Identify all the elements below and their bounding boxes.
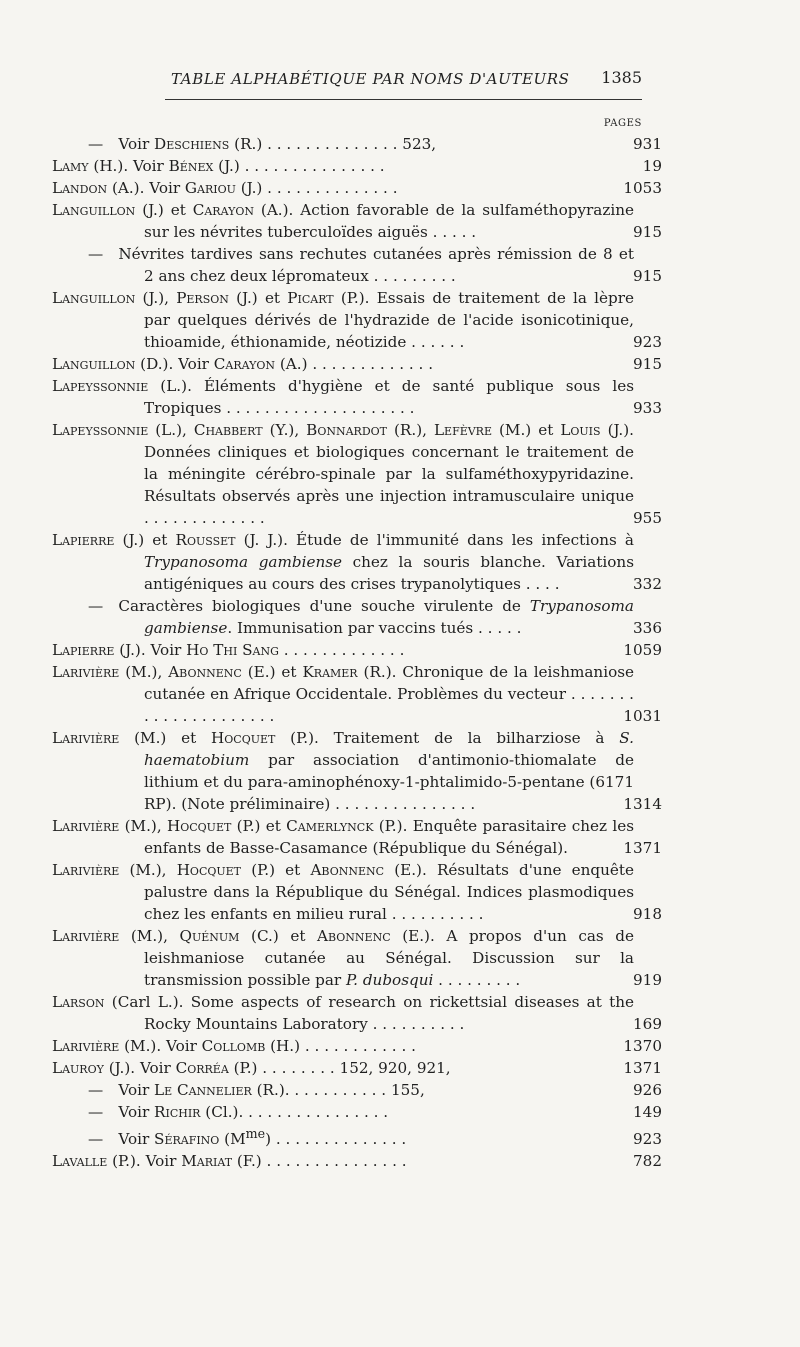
entry-text: (J.) et bbox=[228, 289, 288, 307]
author-name: Hocquet bbox=[211, 729, 276, 747]
author-name: Languillon bbox=[52, 289, 136, 307]
page-reference: 1371 bbox=[623, 839, 662, 857]
continuation-dash: — bbox=[88, 1081, 119, 1099]
dot-leader: . . . . . . . . . . . . . . . bbox=[261, 1152, 407, 1171]
index-entry bbox=[52, 1123, 662, 1150]
author-name: Ho Thi Sang bbox=[186, 641, 279, 659]
continuation-dash: — bbox=[88, 1130, 119, 1149]
entry-text: (F.) bbox=[232, 1152, 262, 1171]
dot-leader: . . . . . . . . . . bbox=[289, 1081, 387, 1099]
entry-text: (M.) et bbox=[119, 729, 212, 747]
dot-leader: . . . . . . . . . . . . . bbox=[278, 641, 405, 659]
author-name: Person bbox=[176, 289, 229, 307]
index-entry bbox=[52, 1150, 662, 1172]
entry-text: (E.) et bbox=[241, 663, 303, 681]
entry-text: (P.). Traitement de la bilharziose à bbox=[275, 729, 620, 747]
author-name: Landon bbox=[52, 179, 108, 197]
page-reference: 918 bbox=[633, 905, 662, 923]
author-name: Bonnardot bbox=[306, 421, 388, 439]
page-reference: 336 bbox=[633, 619, 662, 637]
author-name: Larivière bbox=[52, 927, 120, 945]
author-name: Carayon bbox=[192, 201, 254, 219]
page-reference: 923 bbox=[633, 333, 662, 351]
entry-text: (J.), bbox=[135, 289, 177, 307]
author-name: Hocquet bbox=[166, 817, 232, 835]
entry-text: ) bbox=[265, 1130, 272, 1149]
page-reference: 933 bbox=[633, 399, 662, 417]
dot-leader: . . . . . bbox=[473, 619, 522, 637]
author-name: Bénex bbox=[168, 157, 214, 175]
entry-text: (A.). Voir bbox=[107, 179, 185, 197]
page-reference: 1031 bbox=[623, 707, 662, 725]
entry-text: (Y.), bbox=[262, 421, 307, 439]
dot-leader: . . . . . . . . . . . . . . bbox=[262, 179, 398, 197]
entry-text: Voir bbox=[118, 1081, 155, 1099]
author-name: Abonnenc bbox=[168, 663, 242, 681]
author-name: Lapeyssonnie bbox=[52, 377, 149, 395]
dot-leader: . . . . . . . . . . . . bbox=[300, 1037, 416, 1055]
author-name: Hocquet bbox=[176, 861, 242, 879]
index-entry bbox=[52, 639, 662, 661]
entry-text: (J.). Données cliniques et biologiques concernant le traitement de la méningite cérébro-spinale par la sulfaméthoxypyridazine. Résultats observés après une injection intramusculaire unique bbox=[144, 421, 634, 505]
entry-text: P. dubosqui bbox=[346, 971, 434, 989]
author-name: Mariat bbox=[181, 1152, 233, 1171]
page-number: 1385 bbox=[601, 68, 642, 87]
continuation-dash: — bbox=[88, 597, 119, 615]
entry-text: (M.), bbox=[119, 663, 169, 681]
entry-text: Névrites tardives sans rechutes cutanées après rémission de 8 et 2 ans chez deux lépromateux bbox=[118, 245, 634, 285]
dot-leader: . . . . . . . . . . . . . . . . . . . . . bbox=[144, 685, 634, 725]
page-reference: 332 bbox=[633, 575, 662, 593]
page-reference: 915 bbox=[633, 355, 662, 373]
index-entry bbox=[52, 353, 662, 375]
entry-text: chez la souris blanche. Variations antigéniques au cours des crises trypanolytiques bbox=[144, 553, 634, 593]
entry-text: (P.). Enquête parasitaire chez les enfants de Basse-Casamance (République du Sénégal). bbox=[144, 817, 634, 857]
entry-text: (Cl.). bbox=[200, 1103, 244, 1121]
index-entry bbox=[52, 419, 662, 529]
entry-text: (M.), bbox=[119, 861, 177, 879]
author-name: Collomb bbox=[201, 1037, 266, 1055]
page-reference: 169 bbox=[633, 1015, 662, 1033]
page-reference: 782 bbox=[633, 1152, 662, 1171]
entry-text: S. haematobium bbox=[144, 729, 634, 769]
dot-leader: . . . . . . . . . . . . . . bbox=[262, 135, 398, 153]
dot-leader: . . . . . . bbox=[406, 333, 465, 351]
entry-text: 152, 920, 921, bbox=[334, 1059, 451, 1077]
entry-text: . Immunisation par vaccins tués bbox=[227, 619, 474, 637]
page-reference: 915 bbox=[633, 223, 662, 241]
dot-leader: . . . . . . . . . bbox=[433, 971, 521, 989]
index-entry bbox=[52, 595, 662, 639]
entry-text: (A.) bbox=[275, 355, 308, 373]
continuation-dash: — bbox=[88, 245, 119, 263]
entry-text: (J.). Voir bbox=[103, 1059, 176, 1077]
dot-leader: . . . . . . . . . . bbox=[386, 905, 484, 923]
author-name: Abonnenc bbox=[310, 861, 385, 879]
page-reference: 931 bbox=[633, 135, 662, 153]
entry-text: (M.) et bbox=[492, 421, 561, 439]
page-reference: 923 bbox=[633, 1130, 662, 1149]
author-name: Deschiens bbox=[154, 135, 230, 153]
page-header bbox=[165, 70, 642, 96]
author-name: Languillon bbox=[52, 355, 136, 373]
entry-text: (R.) bbox=[229, 135, 263, 153]
author-name: Abonnenc bbox=[317, 927, 391, 945]
dot-leader: . . . . . bbox=[427, 223, 477, 241]
author-name: Larson bbox=[52, 993, 105, 1011]
index-entry bbox=[52, 1101, 662, 1123]
entry-text: (P.). Voir bbox=[107, 1152, 182, 1171]
dot-leader: . . . . . . . . . . . . . . . bbox=[239, 157, 385, 175]
index-entry bbox=[52, 727, 662, 815]
entry-text: (R.). bbox=[251, 1081, 290, 1099]
index-entry bbox=[52, 287, 662, 353]
entry-text: (R.). Chronique de la leishmaniose cutanée en Afrique Occidentale. Problèmes du vecteur bbox=[144, 663, 634, 703]
page-reference: 926 bbox=[633, 1081, 662, 1099]
index-entry bbox=[52, 155, 662, 177]
page-reference: 955 bbox=[633, 509, 662, 527]
page-reference: 1059 bbox=[623, 641, 662, 659]
entry-text: (R.), bbox=[387, 421, 434, 439]
author-name: Louis bbox=[560, 421, 601, 439]
page-reference: 1371 bbox=[623, 1059, 662, 1077]
author-name: Rousset bbox=[175, 531, 236, 549]
continuation-dash: — bbox=[88, 1103, 119, 1121]
dot-leader: . . . . . . . . . . bbox=[367, 1015, 465, 1033]
dot-leader: . . . . . . . . bbox=[257, 1059, 335, 1077]
index-entry bbox=[52, 243, 662, 287]
entry-text: (P.) et bbox=[231, 817, 287, 835]
entry-text: (C.) et bbox=[239, 927, 318, 945]
entry-text: 155, bbox=[386, 1081, 425, 1099]
author-name: Carayon bbox=[213, 355, 276, 373]
entry-text: (P.) et bbox=[241, 861, 311, 879]
entry-text: (J.). Voir bbox=[114, 641, 187, 659]
index-entry bbox=[52, 375, 662, 419]
entry-text: (L.). Éléments d'hygiène et de santé publique sous les Tropiques bbox=[144, 377, 634, 417]
entry-text: (J. J.). Étude de l'immunité dans les infections à bbox=[235, 531, 634, 549]
author-name: Larivière bbox=[52, 817, 120, 835]
dot-leader: . . . . . . . . . . . . . . . . . . . . bbox=[221, 399, 415, 417]
index-entry bbox=[52, 1079, 662, 1101]
index-entry bbox=[52, 199, 662, 243]
entry-text: (M.). Voir bbox=[119, 1037, 202, 1055]
index-entry bbox=[52, 1035, 662, 1057]
entry-text: (E.). A propos d'un cas de leishmaniose cutanée au Sénégal. Discussion sur la transmission possible par bbox=[144, 927, 634, 989]
entry-text: 523, bbox=[397, 135, 437, 153]
author-name: Lamy bbox=[52, 157, 89, 175]
index-entry bbox=[52, 925, 662, 991]
entry-text: Caractères biologiques d'une souche virulente de bbox=[118, 597, 530, 615]
author-name: Corréa bbox=[175, 1059, 229, 1077]
author-name: Lauroy bbox=[52, 1059, 104, 1077]
index-entry bbox=[52, 661, 662, 727]
author-name: Lapierre bbox=[52, 641, 115, 659]
entry-text: (J.) et bbox=[135, 201, 193, 219]
entry-text: Trypanosoma gambiense bbox=[144, 553, 343, 571]
page-reference: 1053 bbox=[623, 179, 662, 197]
entry-text: (Carl L.). Some aspects of research on rickettsial diseases at the Rocky Mountains Laboratory bbox=[104, 993, 634, 1033]
entry-text: (P.) bbox=[228, 1059, 258, 1077]
dot-leader: . . . . . . . . . bbox=[368, 267, 456, 285]
entry-text: (E.). Résultats d'une enquête palustre dans la République du Sénégal. Indices plasmodiques chez les enfants en milieu rural bbox=[144, 861, 634, 923]
page-reference: 149 bbox=[633, 1103, 662, 1121]
index-entry bbox=[52, 529, 662, 595]
entry-text: Voir bbox=[118, 1103, 155, 1121]
author-name: Larivière bbox=[52, 729, 120, 747]
entry-text: (H.) bbox=[265, 1037, 301, 1055]
author-name: Quénum bbox=[179, 927, 240, 945]
author-name: Gariou bbox=[184, 179, 236, 197]
author-name: Picart bbox=[287, 289, 334, 307]
entry-text: (M.), bbox=[119, 927, 180, 945]
entry-text: (D.). Voir bbox=[135, 355, 214, 373]
author-name: Richir bbox=[154, 1103, 201, 1121]
entry-text: (M.), bbox=[119, 817, 167, 835]
index-entry bbox=[52, 859, 662, 925]
header-rule bbox=[165, 99, 642, 100]
entry-text: me bbox=[245, 1126, 266, 1141]
dot-leader: . . . . . . . . . . . . . . . bbox=[330, 795, 476, 813]
dot-leader: . . . . . . . . . . . . . bbox=[144, 509, 265, 527]
author-name: Larivière bbox=[52, 1037, 120, 1055]
entry-text: (P.). Essais de traitement de la lèpre par quelques dérivés de l'hydrazide de l'acide isonicotinique, thioamide, éthionamide, néotizide bbox=[144, 289, 635, 351]
continuation-dash: — bbox=[88, 135, 119, 153]
entry-text: Voir bbox=[118, 135, 155, 153]
page-reference: 919 bbox=[633, 971, 662, 989]
page-reference: 19 bbox=[642, 157, 662, 175]
author-name: Lapeyssonnie bbox=[52, 421, 149, 439]
entry-text: (L.), bbox=[148, 421, 194, 439]
running-title: TABLE ALPHABÉTIQUE PAR NOMS D'AUTEURS bbox=[171, 70, 570, 88]
page-reference: 915 bbox=[633, 267, 662, 285]
author-name: Languillon bbox=[52, 201, 136, 219]
pages-column-label: PAGES bbox=[603, 118, 642, 129]
author-name: Lefèvre bbox=[433, 421, 492, 439]
author-name: Larivière bbox=[52, 861, 120, 879]
dot-leader: . . . . . . . . . . . . . . bbox=[271, 1130, 407, 1149]
author-index-list bbox=[52, 133, 662, 1172]
page-reference: 1370 bbox=[623, 1037, 662, 1055]
entry-text: Trypanosoma gambiense bbox=[144, 597, 634, 637]
dot-leader: . . . . bbox=[520, 575, 560, 593]
author-name: Larivière bbox=[52, 663, 120, 681]
entry-text: (J.) bbox=[235, 179, 263, 197]
entry-text: par association d'antimonio-thiomalate de lithium et du para-aminophénoxy-1-phtalimido-5-pentane (6171 RP). (Note préliminaire) bbox=[144, 751, 634, 813]
entry-text: Voir bbox=[118, 1130, 155, 1149]
author-name: Lavalle bbox=[52, 1152, 108, 1171]
dot-leader: . . . . . . . . . . . . . . . bbox=[243, 1103, 389, 1121]
index-entry bbox=[52, 177, 662, 199]
entry-text: (H.). Voir bbox=[88, 157, 169, 175]
entry-text: (J.) bbox=[213, 157, 240, 175]
author-name: Le Cannelier bbox=[154, 1081, 252, 1099]
author-name: Kramer bbox=[302, 663, 358, 681]
author-name: Lapierre bbox=[52, 531, 115, 549]
index-entry bbox=[52, 815, 662, 859]
author-name: Camerlynck bbox=[286, 817, 374, 835]
entry-text: (J.) et bbox=[114, 531, 176, 549]
author-name: Sérafino bbox=[154, 1130, 220, 1149]
index-entry bbox=[52, 133, 662, 155]
index-entry bbox=[52, 991, 662, 1035]
entry-text: (A.). Action favorable de la sulfaméthopyrazine sur les névrites tuberculoïdes aiguës bbox=[144, 201, 634, 241]
dot-leader: . . . . . . . . . . . . . bbox=[307, 355, 434, 373]
page-reference: 1314 bbox=[623, 795, 662, 813]
author-name: Chabbert bbox=[193, 421, 263, 439]
index-entry bbox=[52, 1057, 662, 1079]
entry-text: (M bbox=[219, 1130, 246, 1149]
